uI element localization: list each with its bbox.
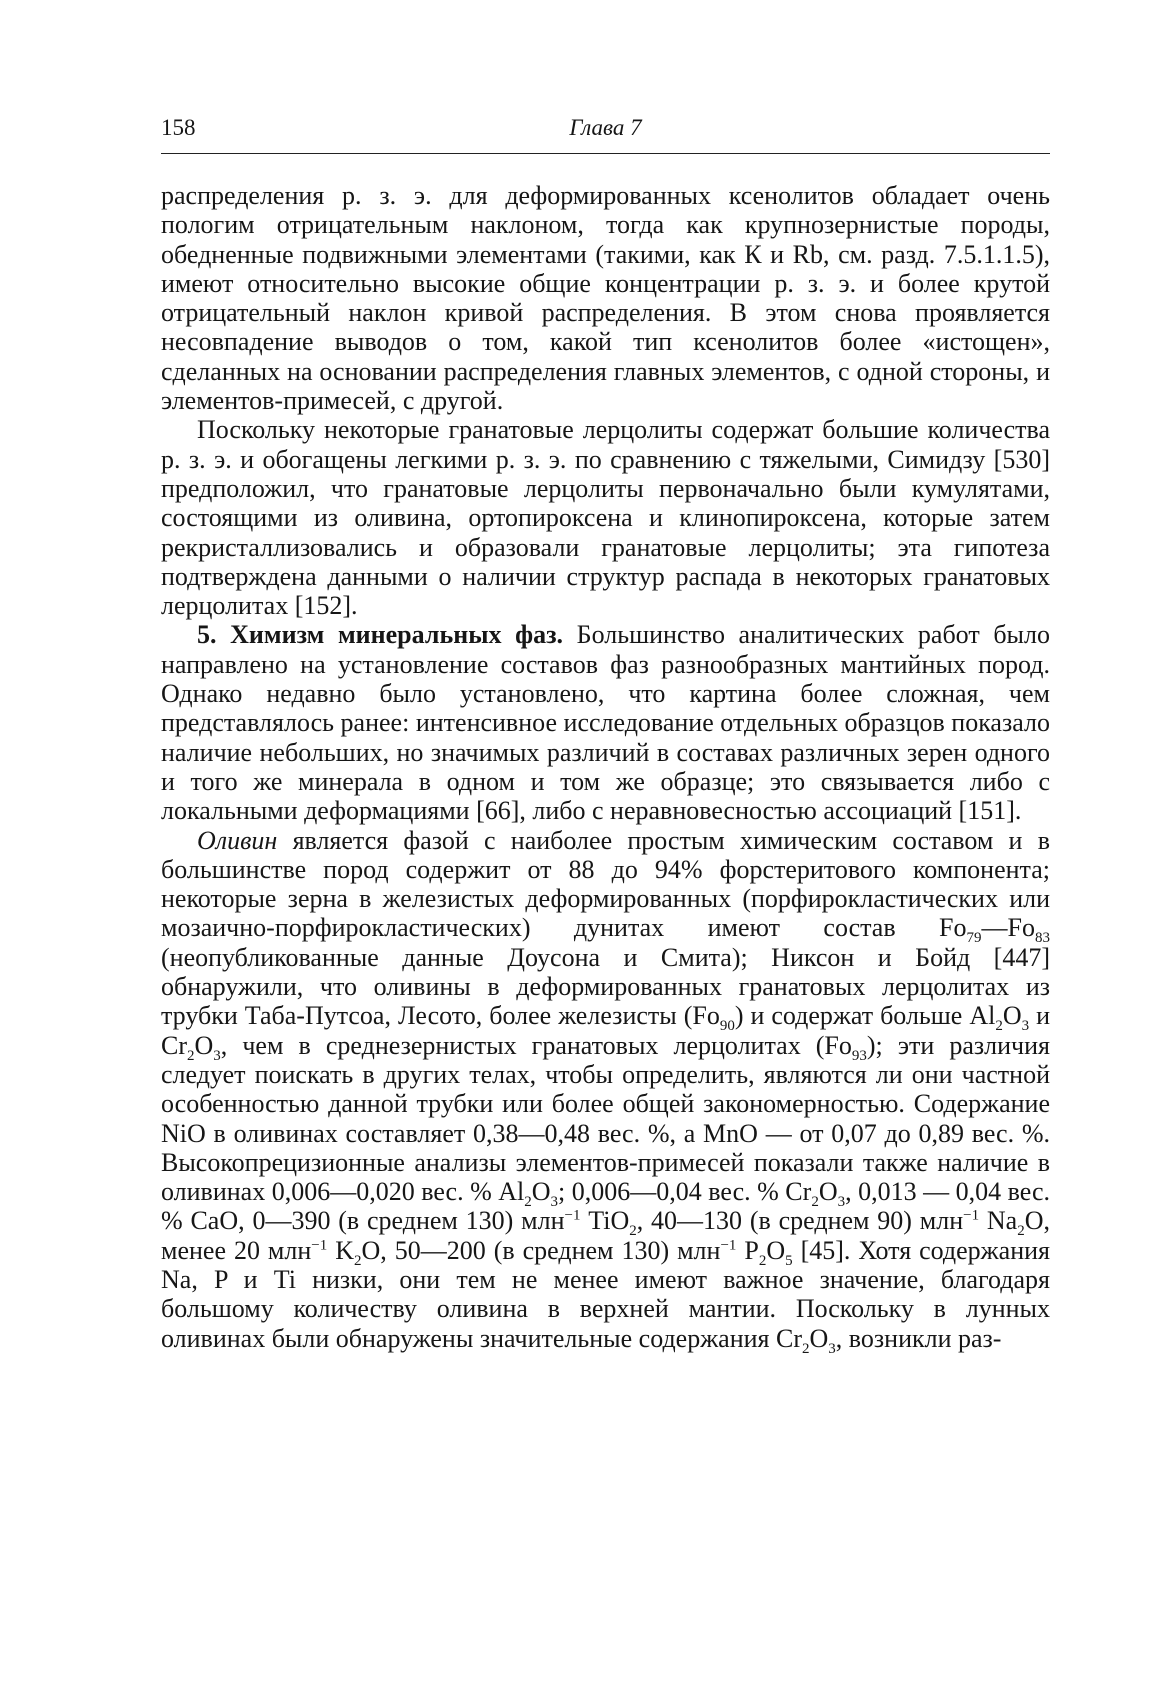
- p4-sub-13: 2: [629, 1223, 637, 1240]
- p4-text-4: ) и содержат больше Al: [734, 1001, 996, 1031]
- p4-text-19: O, 50—200 (в среднем 130) млн: [361, 1235, 721, 1265]
- p4-text-7: O: [194, 1030, 214, 1060]
- p4-text-10: O: [531, 1177, 551, 1207]
- p4-sub-6: 2: [187, 1047, 195, 1064]
- running-head: Глава 7: [569, 115, 642, 140]
- p4-text-8: , чем в среднезернистых гранатовых лерцолитах (Fo: [220, 1030, 852, 1060]
- p4-sub-17: 5: [785, 1252, 793, 1269]
- p4-text-13: , 0,013 — 0,04 вес. % CaO, 0—390 (в среднем 130) млн: [161, 1177, 1050, 1236]
- body-text: [161, 181, 1051, 1357]
- p4-sub-12: 3: [837, 1194, 846, 1211]
- p4-text-18: K: [327, 1235, 354, 1265]
- p4-text-20: P: [736, 1235, 759, 1265]
- p4-sub-11: 2: [811, 1194, 819, 1211]
- p4-text-1: является фазой с наиболее простым химическим составом и в большинстве пород содержит от 88 до 94% форстеритового компонента; некоторые зерна в железистых деформированных (порфирокластических или мозаично-порфирокластических) дунитах имеют состав Fo: [161, 825, 1050, 943]
- p4-text-9: ); эти различия следует поискать в других телах, чтобы определить, являются ли они частной особенностью данной трубки или более общей закономерностью. Содержание NiO в оливинах составляет 0,38—0,48 вес. %, а MnO — от 0,07 до 0,89 вес. %. Высокопрецизионные анализы элементов-примесей показали также наличие в оливинах 0,006—0,020 вес. % Al: [161, 1030, 1051, 1207]
- paragraph-3-text: Большинство аналитических работ было направлено на установление составов фаз разнообразных мантийных пород. Однако недавно было установлено, что картина более сложная, чем представлялось ранее: интенсивное исследование отдельных образцов показало наличие небольших, но значимых различий в составах различных зерен одного и того же минерала в одном и том же образце; это связывается либо с локальными деформациями [66], либо с неравновесностью ассоциаций [151].: [161, 620, 1050, 826]
- p4-sub-9: 2: [524, 1194, 532, 1211]
- p4-sub-19: 3: [828, 1340, 836, 1357]
- p4-sub-4: 2: [995, 1018, 1003, 1035]
- p4-sub-7: 3: [213, 1047, 221, 1064]
- page-header: [161, 113, 1050, 154]
- p4-sup-3: −1: [311, 1237, 328, 1254]
- p4-text-14: TiO: [580, 1206, 630, 1236]
- p4-sub-16: 2: [758, 1252, 767, 1269]
- p4-text-11: ; 0,006—0,04 вес. % Cr: [558, 1177, 812, 1207]
- paragraph-4: [161, 825, 1051, 1357]
- section-heading: 5. Химизм минеральных фаз.: [197, 620, 564, 650]
- p4-sub-10: 3: [550, 1194, 559, 1211]
- p4-text-12: O: [818, 1177, 838, 1207]
- p4-text-3: (неопубликованные данные Доусона и Смита); Никсон и Бойд [447] обнаружили, что оливины в деформированных гранатовых лерцолитах из трубки Таба-Путсоа, Лесото, более железисты (Fo: [161, 942, 1050, 1031]
- p4-text-17: O, менее 20 млн: [161, 1206, 1051, 1265]
- p4-sup-2: −1: [963, 1207, 980, 1224]
- p4-text-6: и Cr: [161, 1001, 1050, 1060]
- olivine-lead: Оливин: [197, 825, 278, 855]
- p4-text-5: O: [1002, 1001, 1022, 1031]
- paragraph-2: Поскольку некоторые гранатовые лерцолиты содержат большие количества р. з. э. и обогащены легкими р. з. э. по сравнению с тяжелыми, Симидзу [530] предположил, что гранатовые лерцолиты первоначально были кумулятами, состоящими из оливина, ортопироксена и клинопироксена, которые затем рекристаллизовались и образовали гранатовые лерцолиты; эта гипотеза подтверждена данными о наличии структур распада в некоторых гранатовых лерцолитах [152].: [161, 415, 1050, 621]
- p4-sub-15: 2: [354, 1252, 362, 1269]
- p4-sup-4: −1: [720, 1237, 737, 1254]
- p4-sub-3: 90: [719, 1018, 735, 1035]
- p4-text-16: Na: [979, 1206, 1018, 1236]
- paragraph-1: распределения р. з. э. для деформированных ксенолитов обладает очень пологим отрицательным наклоном, тогда как крупнозернистые породы, обедненные подвижными элементами (такими, как К и Rb, см. разд. 7.5.1.1.5), имеют относительно высокие общие концентрации р. з. э. и более крутой отрицательный наклон кривой распределения. В этом снова проявляется несовпадение выводов о том, какой тип ксенолитов более «истощен», сделанных на основании распределения главных элементов, с одной стороны, и элементов-примесей, с другой.: [161, 181, 1050, 416]
- p4-sub-14: 2: [1017, 1223, 1025, 1240]
- p4-text-2: —Fo: [981, 913, 1035, 943]
- p4-text-15: , 40—130 (в среднем 90) млн: [636, 1206, 964, 1236]
- p4-text-22: [45]. Хотя содержания Na, P и Ti низки, они тем не менее имеют важное значение, благодаря большому количеству оливина в верхней мантии. Поскольку в лунных оливинах были обнаружены значительные содержания Cr: [161, 1235, 1050, 1353]
- p4-text-24: , возникли раз-: [835, 1323, 1002, 1353]
- page-number: 158: [161, 115, 196, 140]
- p4-sub-2: 83: [1035, 930, 1050, 947]
- p4-sub-1: 79: [966, 930, 982, 947]
- p4-sup-1: −1: [564, 1207, 581, 1224]
- p4-sub-18: 2: [802, 1340, 810, 1357]
- paragraph-3: [161, 620, 1050, 825]
- p4-sub-8: 93: [851, 1047, 867, 1064]
- p4-text-21: O: [766, 1235, 786, 1265]
- p4-sub-5: 3: [1021, 1018, 1030, 1035]
- p4-text-23: O: [809, 1323, 829, 1353]
